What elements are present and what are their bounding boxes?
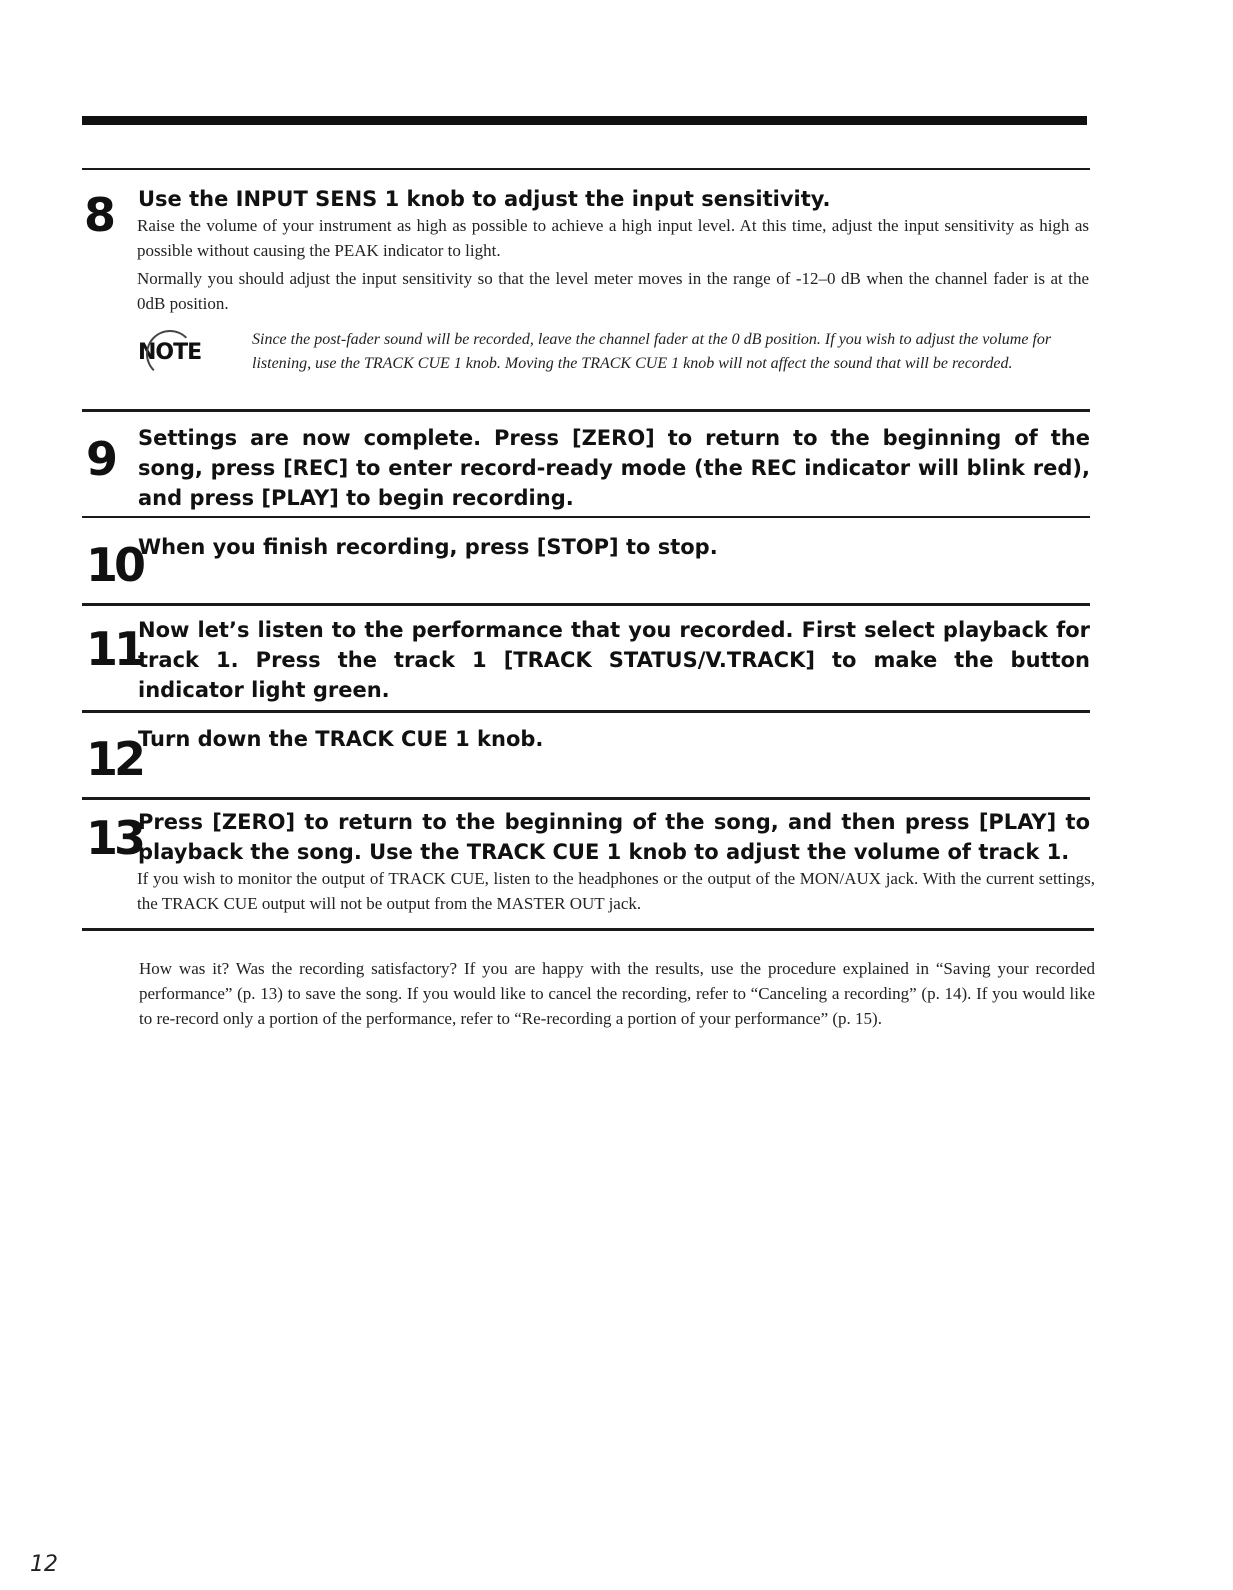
step-13-heading: Press [ZERO] to return to the beginning of the song, and then press [PLAY] to playback the song. Use the TRACK CUE 1 knob to adjust the volume of track 1. xyxy=(138,810,1090,864)
step-11-number: 11 xyxy=(86,622,143,676)
step-13-divider xyxy=(82,797,1090,800)
step-8-paragraph-2: Normally you should adjust the input sensitivity so that the level meter moves in the range of -12–0 dB when the channel fader is at the 0dB position. xyxy=(137,269,1089,313)
step-9-heading: Settings are now complete. Press [ZERO] to return to the beginning of the song, press [REC] to enter record-ready mode (the REC indicator will blink red), and press [PLAY] to begin recording. xyxy=(138,426,1090,510)
step-9-number: 9 xyxy=(86,432,119,486)
step-8-number: 8 xyxy=(84,188,117,242)
step-12-heading: Turn down the TRACK CUE 1 knob. xyxy=(138,727,544,751)
step-11-divider xyxy=(82,603,1090,606)
step-10-heading: When you finish recording, press [STOP] to stop. xyxy=(138,535,718,559)
step-12-divider xyxy=(82,710,1090,713)
note-swoosh-icon xyxy=(146,330,194,378)
page-number: 12 xyxy=(30,1552,58,1577)
step-13-paragraph: If you wish to monitor the output of TRACK CUE, listen to the headphones or the output of the MON/AUX jack. With the current settings, the TRACK CUE output will not be output from the MASTER OUT jack. xyxy=(137,869,1095,913)
step-8-paragraph-1: Raise the volume of your instrument as high as possible to achieve a high input level. At this time, adjust the input sensitivity as high as possible without causing the PEAK indicator to light. xyxy=(137,216,1089,260)
step-10-divider xyxy=(82,516,1090,518)
step-8-divider xyxy=(82,168,1090,170)
closing-divider xyxy=(82,928,1094,931)
step-13-number: 13 xyxy=(86,811,143,865)
step-8-heading: Use the INPUT SENS 1 knob to adjust the input sensitivity. xyxy=(138,187,831,211)
note-text: Since the post-fader sound will be recorded, leave the channel fader at the 0 dB position. If you wish to adjust the volume for listening, use the TRACK CUE 1 knob. Moving the TRACK CUE 1 knob will not affect the sound that will be recorded. xyxy=(252,331,1052,372)
note-icon xyxy=(138,340,201,365)
header-bar xyxy=(82,116,1087,125)
step-9-divider xyxy=(82,409,1090,412)
step-10-number: 10 xyxy=(86,538,143,592)
step-12-number: 12 xyxy=(86,732,143,786)
closing-paragraph: How was it? Was the recording satisfactory? If you are happy with the results, use the procedure explained in “Saving your recorded performance” (p. 13) to save the song. If you would like to cancel the recording, refer to “Canceling a recording” (p. 14). If you would like to re-record only a portion of the performance, refer to “Re-recording a portion of your performance” (p. 15). xyxy=(139,959,1095,1028)
note-icon-label: NOTE xyxy=(138,340,202,365)
step-11-heading: Now let’s listen to the performance that you recorded. First select playback for track 1. Press the track 1 [TRACK STATUS/V.TRACK] to make the button indicator light green. xyxy=(138,618,1090,702)
